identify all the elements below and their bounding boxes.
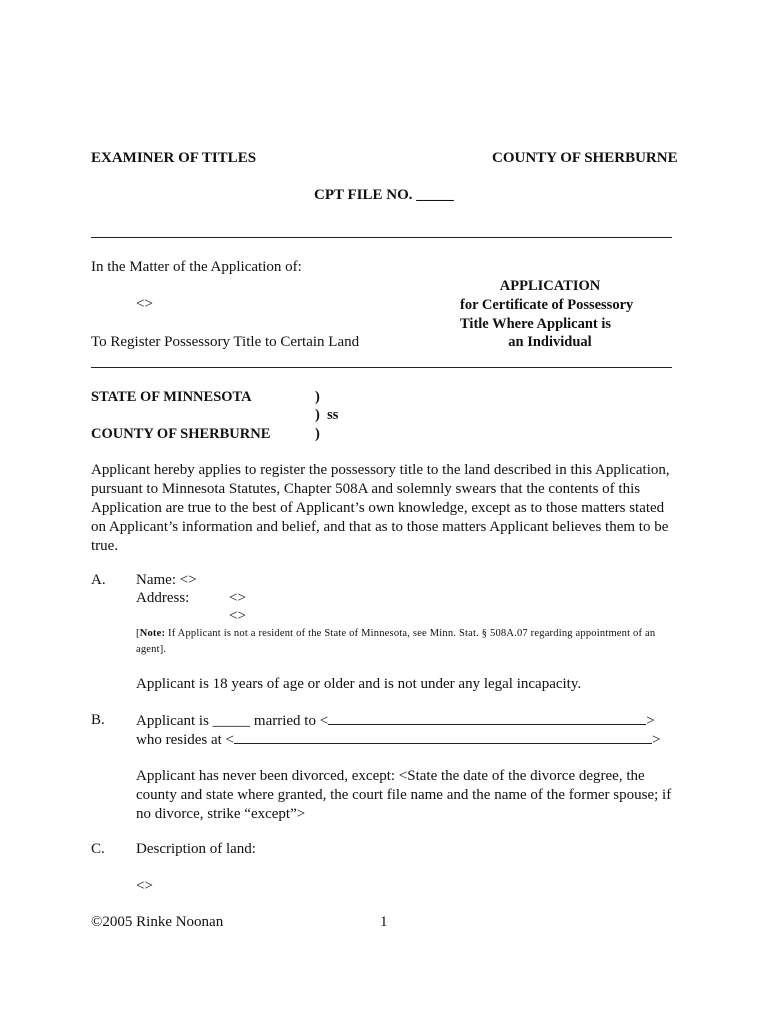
spouse-name-blank[interactable] [328,712,646,725]
venue-state: STATE OF MINNESOTA [91,389,252,405]
resides-close: > [652,732,661,748]
land-description-label: Description of land: [136,841,256,857]
applicant-placeholder: <> [136,296,153,312]
examiner-of-titles-heading: EXAMINER OF TITLES [91,150,257,166]
land-description-placeholder: <> [136,878,153,894]
middle-divider [91,367,672,368]
resides-text: who resides at < [136,732,235,748]
address-label: Address: [136,590,190,606]
application-title-line-1: APPLICATION [499,278,601,294]
copyright: ©2005 Rinke Noonan [91,914,224,930]
application-title-line-3: Title Where Applicant is [460,316,612,332]
matter-label: In the Matter of the Application of: [91,259,302,275]
application-title-line-2: for Certificate of Possessory [460,297,634,313]
section-c-letter: C. [91,841,105,857]
venue-county: COUNTY OF SHERBURNE [91,426,271,442]
venue-paren-1: ) [315,389,320,405]
applicant-name: Name: <> [136,572,197,588]
divorce-statement: Applicant has never been divorced, except: <State the date of the divorce degree, the county and state where granted, the court file name and the name of the former spouse; if no divorce, strike “except”> [136,768,672,822]
note-open-bracket: [ [136,628,140,639]
venue-ss: ) ss [315,407,339,423]
page-number: 1 [380,914,388,930]
section-a-letter: A. [91,572,106,588]
marital-status-text: Applicant is _____ married to < [136,713,329,729]
address-line-1: <> [229,590,246,606]
spouse-residence-line [136,731,661,749]
cpt-file-number: CPT FILE NO. _____ [314,187,454,203]
residency-note [136,626,656,658]
age-statement: Applicant is 18 years of age or older and is not under any legal incapacity. [136,676,582,692]
top-divider [91,237,672,238]
spouse-residence-blank[interactable] [234,731,652,744]
application-title-line-4: an Individual [508,334,592,350]
note-text: If Applicant is not a resident of the State of Minnesota, see Minn. Stat. § 508A.07 regarding appointment of an agent]. [136,628,656,655]
intro-paragraph: Applicant hereby applies to register the possessory title to the land described in this Application, pursuant to Minnesota Statutes, Chapter 508A and solemnly swears that the contents of this Application are true to the best of Applicant’s own knowledge, except as to those matters stated on Applicant’s information and belief, and that as to those matters Applicant believes them to be true. [91,462,670,554]
marital-status-line [136,712,655,730]
county-heading: COUNTY OF SHERBURNE [492,150,678,166]
address-line-2: <> [229,608,246,624]
venue-paren-3: ) [315,426,320,442]
section-b-letter: B. [91,712,105,728]
register-purpose: To Register Possessory Title to Certain Land [91,334,360,350]
note-label: Note: [139,628,166,639]
marital-close: > [646,713,655,729]
